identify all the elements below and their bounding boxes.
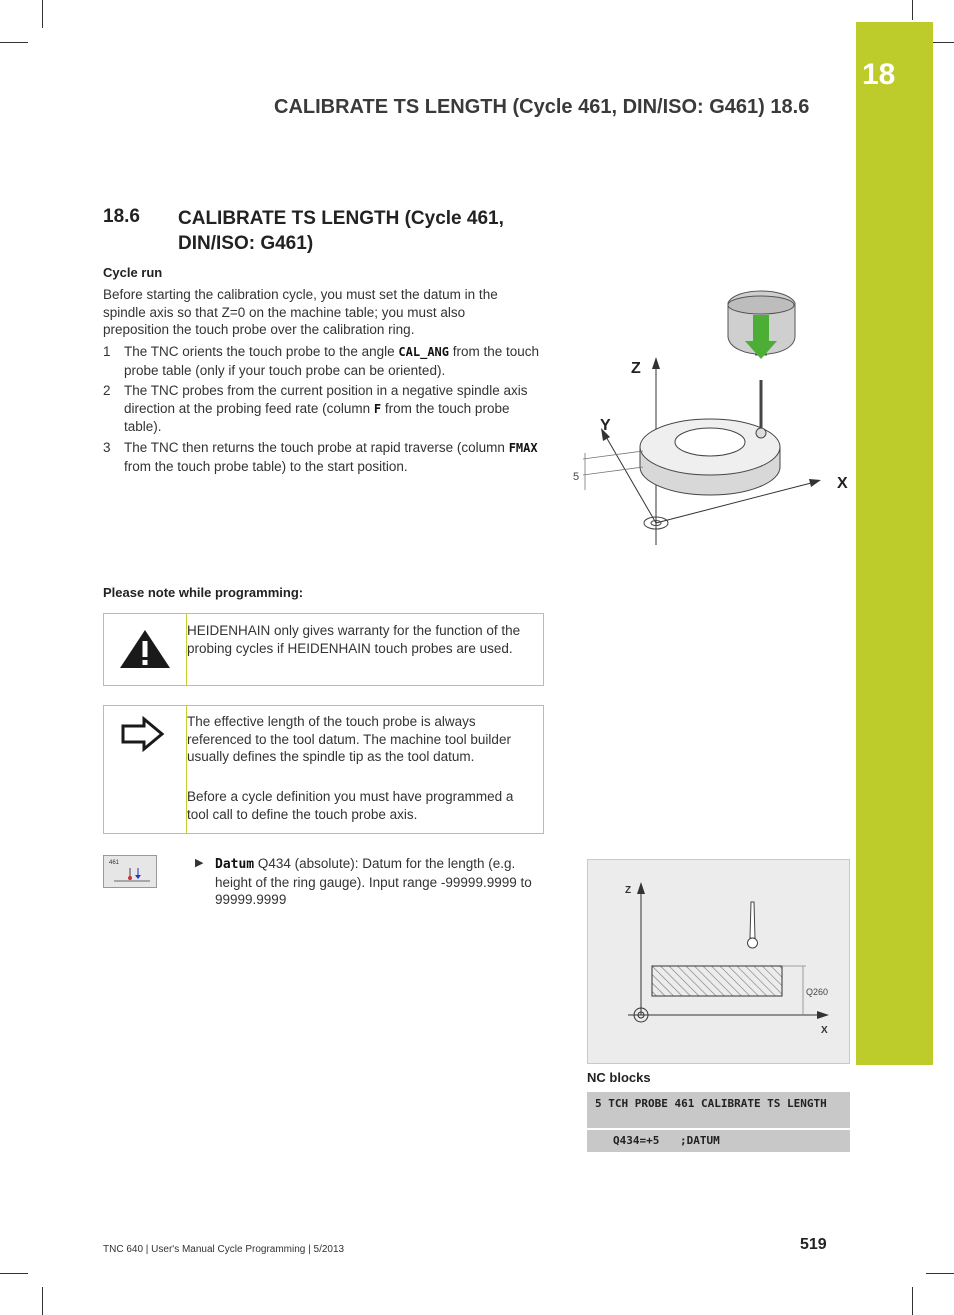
- step-text: from the touch probe table (only if your touch probe can be oriented).: [124, 344, 540, 378]
- crop-mark: [42, 1287, 43, 1315]
- crop-mark: [0, 42, 28, 43]
- footer-text: TNC 640 | User's Manual Cycle Programming | 5/2013: [103, 1244, 345, 1255]
- crop-mark: [912, 1287, 913, 1315]
- info-text: Before a cycle definition you must have programmed a tool call to define the touch probe axis.: [187, 789, 514, 822]
- code-term: CAL_ANG: [398, 345, 449, 359]
- info-note: [103, 705, 544, 834]
- crop-mark: [42, 0, 43, 28]
- calibration-ring-illustration: [565, 285, 855, 550]
- crop-mark: [912, 0, 913, 20]
- axis-label-z: Z: [631, 360, 641, 377]
- axis-label-x: X: [821, 1025, 828, 1036]
- crop-mark: [926, 1273, 954, 1274]
- warning-note: [103, 613, 544, 686]
- arrow-right-icon: [120, 716, 166, 752]
- step-item: [103, 343, 543, 379]
- warning-text: HEIDENHAIN only gives warranty for the function of the probing cycles if HEIDENHAIN touch probes are used.: [187, 623, 521, 656]
- dimension-label: Q260: [806, 987, 829, 997]
- step-text: from the touch probe table) to the start position.: [124, 458, 408, 474]
- page-number: 519: [800, 1236, 827, 1253]
- chapter-number: 18: [862, 58, 896, 91]
- step-item: [103, 382, 543, 436]
- crop-mark: [0, 1273, 28, 1274]
- code-term: FMAX: [508, 441, 538, 455]
- nc-block-line: [587, 1092, 850, 1128]
- step-number: 3: [103, 440, 111, 455]
- nc-blocks-heading: NC blocks: [587, 1070, 651, 1085]
- section-title: CALIBRATE TS LENGTH (Cycle 461, DIN/ISO: G461): [178, 208, 504, 254]
- softkey-label: 461: [109, 860, 120, 866]
- nc-block-comment: ;DATUM: [679, 1134, 720, 1147]
- step-number: 1: [103, 344, 111, 359]
- axis-label-y: Y: [600, 417, 611, 434]
- step-number: 2: [103, 383, 111, 398]
- cycle-461-icon: [112, 866, 152, 886]
- datum-diagram: [588, 860, 851, 1065]
- dimension-label: 5: [573, 471, 580, 483]
- programming-note-heading: Please note while programming:: [103, 585, 304, 600]
- datum-figure: [587, 859, 850, 1064]
- bullet-triangle-icon: ▶: [195, 857, 204, 869]
- section-number: 18.6: [103, 206, 140, 227]
- step-text: The TNC orients the touch probe to the angle: [124, 344, 399, 359]
- running-header: CALIBRATE TS LENGTH (Cycle 461, DIN/ISO: G461) 18.6: [274, 96, 810, 118]
- step-item: [103, 439, 543, 475]
- cycle-softkey[interactable]: [103, 855, 157, 888]
- step-text: from the touch probe table).: [124, 400, 510, 434]
- code-term: F: [373, 401, 382, 416]
- nc-block-code: Q434=+5: [613, 1134, 660, 1147]
- parameter-description: Q434 (absolute): Datum for the length (e.g. height of the ring gauge). Input range -99999.9999 to 99999.9999: [215, 856, 532, 907]
- axis-label-z: Z: [625, 885, 632, 896]
- nc-block-line: [587, 1130, 850, 1152]
- step-text: The TNC then returns the touch probe at rapid traverse (column: [124, 440, 509, 455]
- axis-label-x: X: [837, 475, 848, 492]
- cycle-run-intro: Before starting the calibration cycle, you must set the datum in the spindle axis so that Z=0 on the machine table; you must also preposition the touch probe over the calibration ring.: [103, 287, 498, 337]
- chapter-tab: [856, 22, 933, 1065]
- nc-block-text: 5 TCH PROBE 461 CALIBRATE TS LENGTH: [595, 1097, 827, 1110]
- parameter-name: Datum: [215, 857, 255, 872]
- cycle-run-heading: Cycle run: [103, 265, 163, 280]
- info-text: The effective length of the touch probe is always referenced to the tool datum. The machine tool builder usually defines the spindle tip as the tool datum.: [187, 714, 511, 764]
- warning-icon: [118, 628, 172, 670]
- step-text: The TNC probes from the current position in a negative spindle axis direction at the probing feed rate (column: [124, 383, 528, 416]
